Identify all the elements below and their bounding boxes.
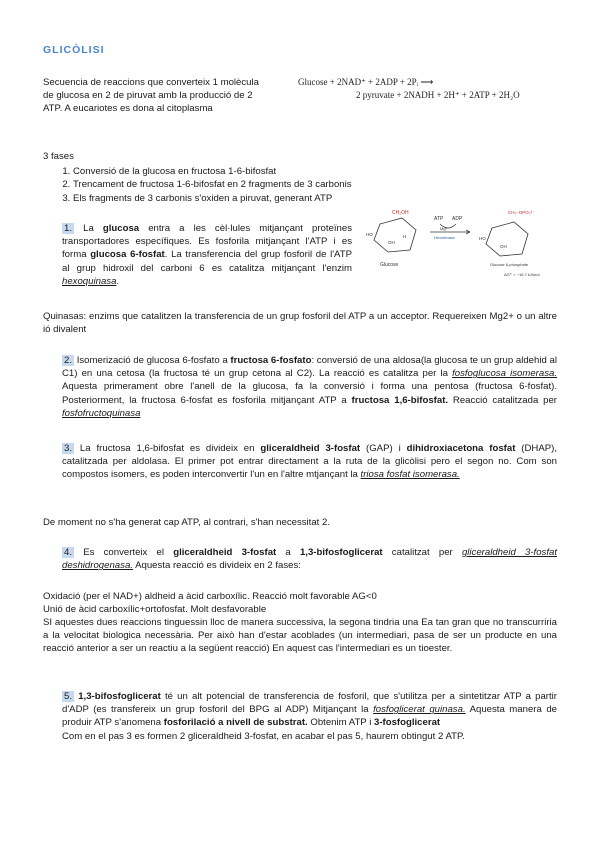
step-number: 5.	[64, 691, 73, 702]
g6p-ring	[479, 210, 540, 277]
svg-text:H: H	[403, 234, 407, 239]
step-bold: 1,3-bifosfoglicerat	[78, 691, 161, 702]
step-text: entra a les cèl·lules mitjançant proteïnes transportadores específiques. Es fosforila mitjançant l'ATP i es forma	[62, 223, 353, 261]
phosphate-label: CH₂–OPO₃²⁻	[508, 210, 535, 215]
hexokinase-reaction-diagram	[358, 206, 562, 280]
adp-label: ADP	[452, 216, 463, 222]
oxidation-line: Oxidació (per el NAD+) aldheid a àcid carboxílic. Reacció molt favorable AG<0	[43, 591, 377, 602]
step-5	[62, 690, 557, 743]
step-3	[62, 442, 557, 482]
step-text: Aquesta reacció es divideix en 2 fases:	[132, 560, 301, 572]
step-2	[62, 354, 557, 420]
phase-item: 2. Trencament de fructosa 1-6-bifosfat en 2 fragments de 3 carbonis	[73, 178, 563, 191]
enzyme-name: fosfofructoquinasa	[62, 407, 141, 419]
step-bold: glucosa 6-fosfat	[90, 249, 165, 261]
step-text: Aquesta primerament obre l'anell de la glucosa, fa la conversió i forma una pentosa (fructosa 6-fosfat). Posteriorment, la fructosa 6-fosfat es fosforila mitjançant ATP a	[62, 381, 557, 406]
svg-text:HO: HO	[479, 236, 486, 241]
intro-paragraph: Secuencia de reaccions que converteix 1 molècula de glucosa en 2 de piruvat amb la producció de 2 ATP. A eucariotes es dona al citoplasma	[43, 77, 259, 115]
step-text: (DHAP), catalitzada per aldolasa. El primer pot entrar directament a la ruta de la glicòlisi pero el segon no. Com son compostos isomers, es poden interconvertir l'un en l'altre mtjançant la	[62, 443, 557, 481]
enzyme-name: fosfoglucosa isomerasa.	[452, 368, 557, 380]
step-bold: fructosa 1,6-bifosfat.	[351, 394, 449, 406]
step-text: : conversió de una aldosa(la glucosa te un grup aldehid al C1) en una cetosa (la fructosa té un grup cetona al C2). La reacció es catalitza per la	[62, 355, 557, 380]
step-4	[62, 546, 557, 572]
svg-text:OH: OH	[500, 244, 507, 249]
step-text: Obtenim ATP i	[307, 717, 374, 729]
ch2oh-label: CH₂OH	[392, 210, 409, 216]
step-text: catalitzat per	[382, 547, 462, 558]
phases-heading: 3 fases	[43, 151, 74, 162]
union-line: Unió de àcid carboxílic+ortofosfat. Molt desfavorable	[43, 604, 267, 615]
phases-section	[43, 150, 563, 205]
step-text: . La transferencia del grup fosforil de l'ATP al grup hidroxil del carboni 6 es catalitza mitjançant l'enzim	[62, 249, 352, 274]
product-label: Glucose 6-phosphate	[490, 262, 529, 267]
step-number: 2.	[64, 355, 73, 366]
step-bold: fosforilació a nivell de substrat.	[163, 717, 308, 729]
phase-item: 3. Els fragments de 3 carbonis s'oxiden a piruvat, generant ATP	[73, 192, 563, 205]
page-title: GLICÒLISI	[43, 44, 105, 56]
step-bold: gliceraldheid 3-fosfat	[260, 443, 361, 454]
atp-note: De moment no s'ha generat cap ATP, al contrari, s'han necessitat 2.	[43, 517, 331, 528]
reactant-label: Glucose	[380, 262, 399, 268]
step-number: 1.	[64, 223, 73, 234]
step-bold: glucosa	[102, 223, 140, 234]
quinasas-paragraph: Quinasas: enzims que catalitzen la transferencia de un grup fosforil del ATP a un acceptor. Requereixen Mg2+ o un altre ió divalent	[43, 311, 557, 336]
step-text: .	[116, 275, 120, 287]
step-bold: 3-fosfoglicerat	[374, 717, 441, 729]
reaction-arrow	[430, 216, 470, 240]
enzyme-name: triosa fosfat isomerasa.	[360, 469, 460, 481]
step-text: Es converteix el	[83, 547, 174, 558]
svg-text:HO: HO	[366, 232, 373, 237]
step-text: La	[83, 223, 103, 234]
step-5-conclusion: Com en el pas 3 es formen 2 gliceraldheid 3-fosfat, en acabar el pas 5, haurem obtingut 2 ATP.	[62, 730, 465, 742]
step-text: té un alt potencial de transferencia de fosforil, que s'utilitza per a sintetitzar ATP a partir d'ADP (es transfereix un grup fosforil del BPG al ADP) Mitjançant la	[62, 691, 557, 716]
step-number: 3.	[64, 443, 73, 454]
step-text: Aquesta manera de produir ATP s'anomena	[62, 704, 557, 729]
equation-line-2: 2 pyruvate + 2NADH + 2H⁺ + 2ATP + 2H₂O	[356, 90, 520, 100]
step-bold: dihidroxiacetona fosfat	[406, 443, 516, 454]
step-bold: gliceraldheid 3-fosfat	[173, 547, 277, 558]
step-text: La fructosa 1,6-bifosfat es divideix en	[79, 443, 261, 454]
glycolysis-equation	[298, 76, 558, 102]
mg-label: Mg²⁺	[440, 226, 449, 231]
enzyme-label: Hexokinase	[434, 235, 455, 240]
step-text: (GAP) i	[360, 443, 407, 454]
atp-label: ATP	[434, 216, 444, 222]
equation-line-1: Glucose + 2NAD⁺ + 2ADP + 2Pᵢ ⟶	[298, 77, 434, 87]
step-bold: fructosa 6-fosfato	[230, 355, 312, 366]
step-number: 4.	[64, 547, 73, 558]
step-bold: 1,3-bifosfoglicerat	[299, 547, 383, 558]
coupling-paragraph: SI aquestes dues reaccions tinguessin lloc de manera successiva, la segona tindria una Ea tan gran que no transcurriria a la velocitat biologica necessària. Per això han d'estar acoblades (un intermediari, pasa de ser un producte en una reacció anterior a ser un reactiu a la següent reacció) En aquest cas l'intermediari es un tioester.	[43, 617, 557, 655]
phases-list	[43, 165, 563, 205]
glucose-ring	[366, 210, 416, 268]
energy-label: ΔG°′ = −16.7 kJ/mol	[504, 272, 540, 277]
enzyme-name: hexoquinasa	[62, 275, 117, 287]
step-1	[62, 222, 352, 288]
step-text: Isomerizació de glucosa 6-fosfato a	[76, 355, 231, 366]
enzyme-name: fosfoglicerat quinasa.	[373, 704, 466, 716]
svg-text:OH: OH	[388, 240, 395, 245]
step-text: Reacció catalitzada per	[448, 394, 557, 406]
enzyme-name: gliceraldheid 3-fosfat deshidrogenasa.	[62, 547, 557, 572]
step-text: a	[276, 547, 300, 558]
phase-item: 1. Conversió de la glucosa en fructosa 1-6-bifosfat	[73, 165, 563, 178]
